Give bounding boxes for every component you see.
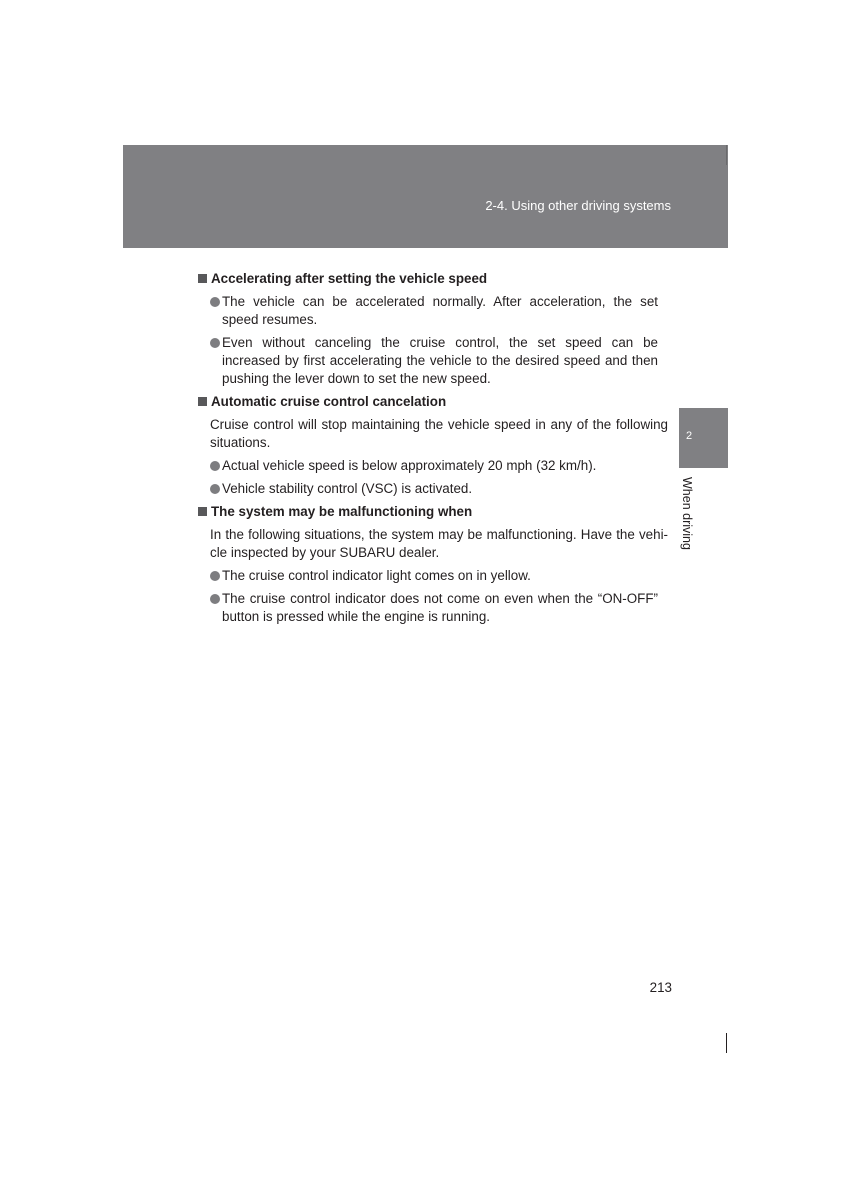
- chapter-number: 2: [686, 430, 693, 442]
- list-item: [210, 480, 658, 498]
- circle-bullet-icon: [210, 484, 220, 494]
- header-band: [123, 145, 728, 248]
- heading-text: The system may be malfunctioning when: [211, 504, 473, 519]
- section-paragraph: In the following situations, the system may be malfunctioning. Have the vehi-cle inspected by your SUBARU dealer.: [210, 527, 668, 560]
- square-bullet-icon: [198, 397, 207, 406]
- section-heading-accelerating: [198, 270, 668, 288]
- chapter-label: When driving: [680, 477, 694, 550]
- list-item: [210, 590, 658, 626]
- circle-bullet-icon: [210, 571, 220, 581]
- bullet-text: Actual vehicle speed is below approximately 20 mph (32 km/h).: [222, 458, 597, 473]
- section-title: 2-4. Using other driving systems: [485, 198, 671, 213]
- circle-bullet-icon: [210, 338, 220, 348]
- heading-text: Accelerating after setting the vehicle speed: [211, 271, 488, 286]
- list-item: [210, 567, 658, 585]
- list-item: [210, 457, 658, 475]
- page-content: [198, 270, 668, 631]
- section-paragraph: Cruise control will stop maintaining the vehicle speed in any of the following situations.: [210, 417, 668, 450]
- circle-bullet-icon: [210, 461, 220, 471]
- bullet-text: The cruise control indicator does not come on even when the “ON-OFF” button is pressed while the engine is running.: [222, 591, 658, 624]
- crop-mark-top: [726, 145, 727, 165]
- section-heading-cancelation: [198, 393, 668, 411]
- heading-text: Automatic cruise control cancelation: [211, 394, 447, 409]
- bullet-text: Vehicle stability control (VSC) is activated.: [222, 481, 473, 496]
- crop-mark-bottom: [726, 1033, 727, 1053]
- list-item: [210, 293, 658, 329]
- square-bullet-icon: [198, 274, 207, 283]
- bullet-text: The cruise control indicator light comes on in yellow.: [222, 568, 531, 583]
- section-heading-malfunction: [198, 503, 668, 521]
- bullet-text: The vehicle can be accelerated normally. After acceleration, the set speed resumes.: [222, 294, 658, 327]
- list-item: [210, 334, 658, 388]
- square-bullet-icon: [198, 507, 207, 516]
- bullet-text: Even without canceling the cruise control, the set speed can be increased by first accelerating the vehicle to the desired speed and then pushing the lever down to set the new speed.: [222, 335, 658, 386]
- circle-bullet-icon: [210, 594, 220, 604]
- circle-bullet-icon: [210, 297, 220, 307]
- page-number: 213: [649, 980, 672, 995]
- chapter-tab: [679, 408, 728, 468]
